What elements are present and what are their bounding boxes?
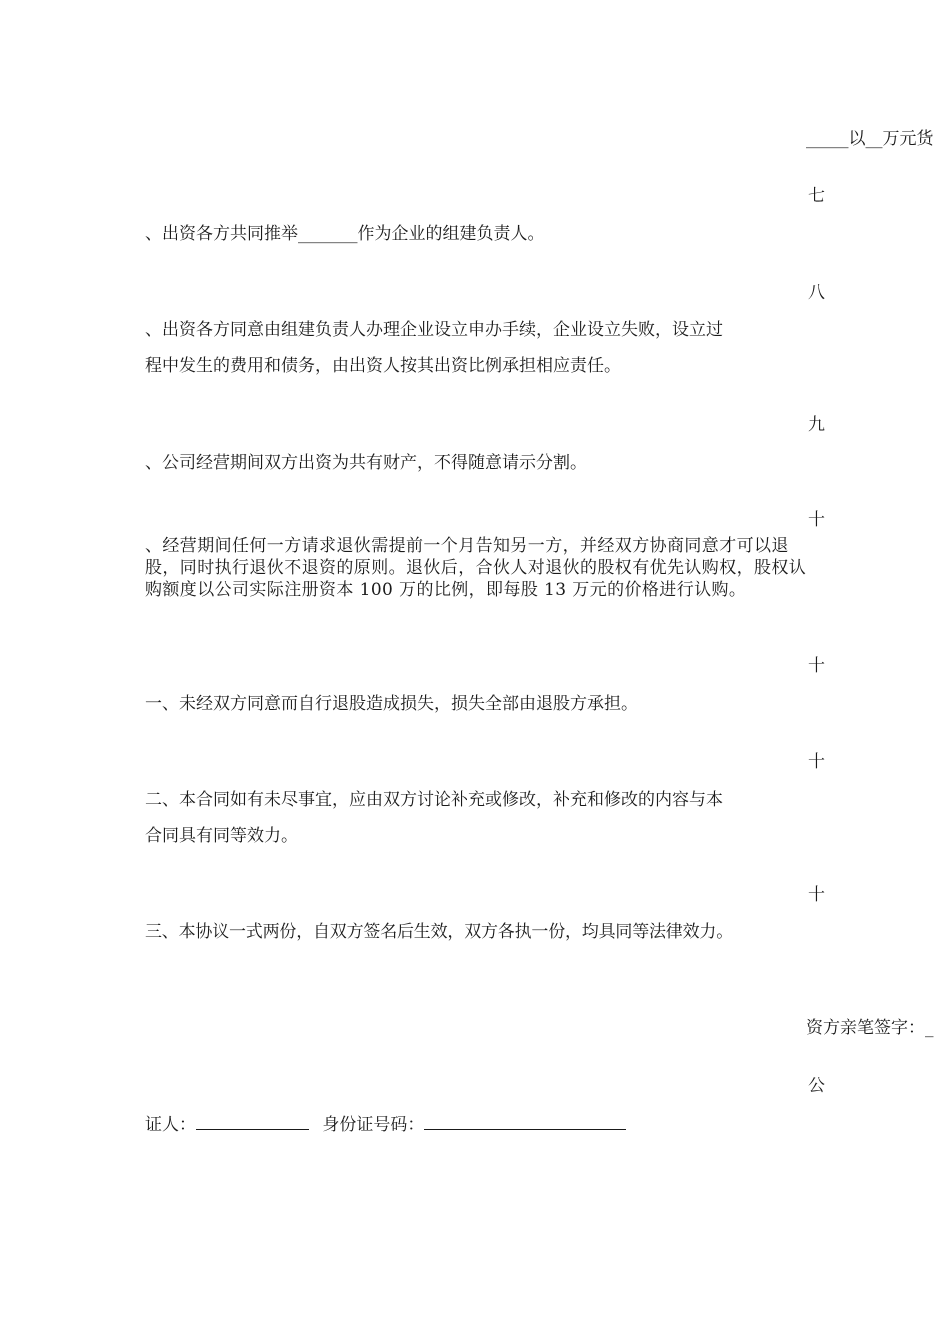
clause-7-text: 、出资各方共同推举_______作为企业的组建负责人。 [145,224,545,244]
clause-12-line-1: 二、本合同如有未尽事宜，应由双方讨论补充或修改，补充和修改的内容与本 [145,790,723,810]
clause-8-line-2: 程中发生的费用和债务，由出资人按其出资比例承担相应责任。 [145,356,621,376]
clause-number-10: 十 [808,510,825,530]
clause-8-line-1: 、出资各方同意由组建负责人办理企业设立申办手续，企业设立失败，设立过 [145,320,723,340]
clause-13-text: 三、本协议一式两份，自双方签名后生效，双方各执一份，均具同等法律效力。 [145,922,733,942]
clause-number-12: 十 [808,752,825,772]
clause-11-text: 一、未经双方同意而自行退股造成损失，损失全部由退股方承担。 [145,694,638,714]
clause-number-8: 八 [808,283,825,303]
id-number-blank [424,1115,626,1130]
clause-number-9: 九 [808,415,825,435]
clause-10-text: 、经营期间任何一方请求退伙需提前一个月告知另一方，并经双方协商同意才可以退股，同时执行退伙不退资的原则。退伙后，合伙人对退伙的股权有优先认购权，股权认购额度以公司实际注册资本 100 万的比例，即每股 13 万元的价格进行认购。 [145,536,807,600]
witness-name-blank [196,1115,309,1130]
id-number-label: 身份证号码： [322,1115,425,1135]
clause-9-text: 、公司经营期间双方出资为共有财产，不得随意请示分割。 [145,453,587,473]
clause-12-line-2: 合同具有同等效力。 [145,826,298,846]
clause-number-13: 十 [808,885,825,905]
witness-label: 证人： [145,1115,196,1135]
gong-character: 公 [808,1076,825,1096]
top-right-fragment: _____以__万元货 [806,129,934,149]
signature-label: 资方亲笔签字：_ [806,1018,934,1038]
clause-number-7: 七 [808,186,825,206]
witness-line [145,1115,626,1134]
clause-number-11: 十 [808,656,825,676]
